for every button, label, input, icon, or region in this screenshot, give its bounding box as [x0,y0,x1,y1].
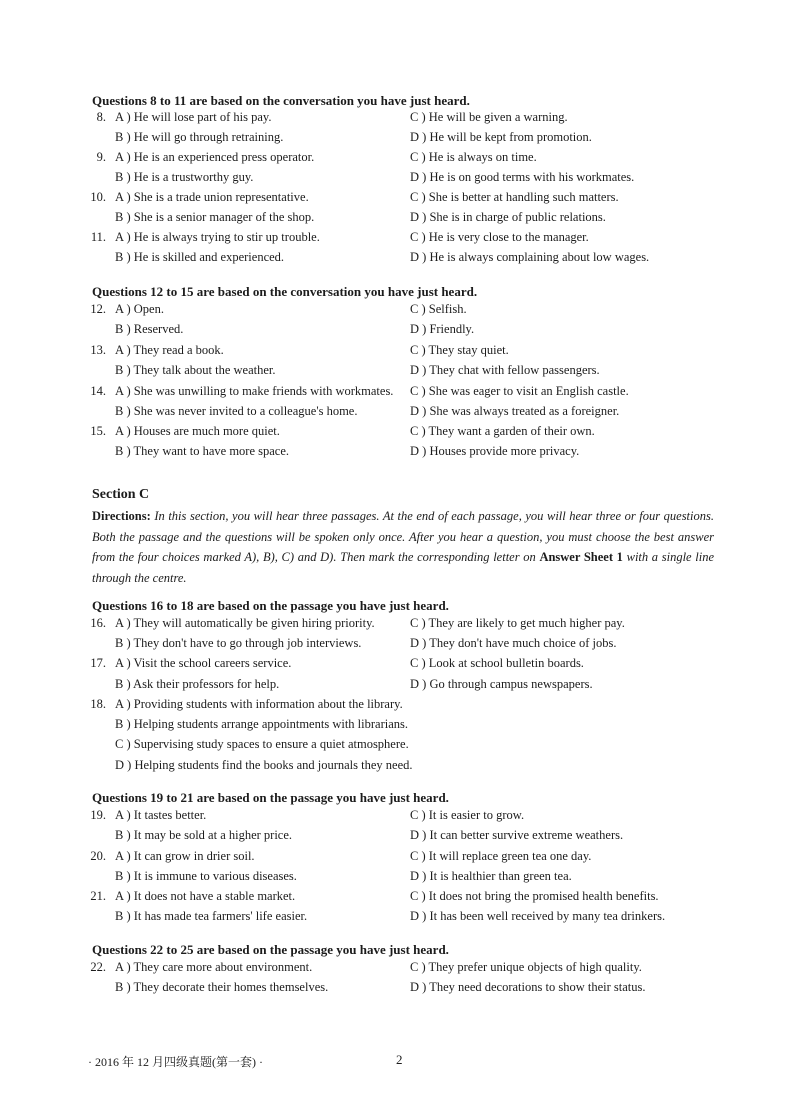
question-17-row-1 [0,656,800,676]
question-22-row-1 [0,960,800,980]
option-d: D ) It has been well received by many tea drinkers. [410,909,666,923]
question-18-row-1 [0,697,800,717]
question-8-row-2 [0,130,800,150]
option-b: B ) They decorate their homes themselves. [115,980,329,994]
option-b: B ) They want to have more space. [115,444,290,458]
option-a: A ) She is a trade union representative. [115,190,309,204]
option-b: B ) Ask their professors for help. [115,677,280,691]
question-19-row-2 [0,828,800,848]
group-heading-22-25: Questions 22 to 25 are based on the passage you have just heard. [92,942,449,957]
directions-text: In this section, you will hear three passages. At the end of each passage, you will hear three or four questions. Both the passage and the questions will be spoken only once. After you hear a question, you must choose the best answer from the four choices marked A), B), C) and D). Then mark the corresponding letter on [92,509,714,564]
option-c: C ) They are likely to get much higher pay. [410,616,625,630]
question-number: 14. [90,384,106,398]
question-21-row-1 [0,889,800,909]
question-15-row-1 [0,424,800,444]
question-16-row-1 [0,616,800,636]
option-d: D ) It can better survive extreme weathers. [410,828,624,842]
option-c: C ) It is easier to grow. [410,808,525,822]
question-12-row-2 [0,322,800,342]
question-20-row-2 [0,869,800,889]
question-17-row-2 [0,677,800,697]
option-d: D ) They don't have much choice of jobs. [410,636,617,650]
group-heading-19-21: Questions 19 to 21 are based on the passage you have just heard. [92,790,449,805]
question-13-row-1 [0,343,800,363]
option-a: A ) They read a book. [115,343,224,357]
question-number: 12. [90,302,106,316]
option-b: B ) Reserved. [115,322,184,336]
question-18-row-4 [0,758,800,778]
question-21-row-2 [0,909,800,929]
question-number: 17. [90,656,106,670]
option-a: A ) He will lose part of his pay. [115,110,272,124]
option-b: B ) He will go through retraining. [115,130,284,144]
question-18-row-3 [0,737,800,757]
option-b: B ) They talk about the weather. [115,363,276,377]
question-10-row-2 [0,210,800,230]
option-c: C ) She was eager to visit an English castle. [410,384,629,398]
option-c: C ) She is better at handling such matters. [410,190,619,204]
option-b: B ) It is immune to various diseases. [115,869,297,883]
option-d: D ) Friendly. [410,322,475,336]
option-c: C ) It does not bring the promised health benefits. [410,889,659,903]
question-15-row-2 [0,444,800,464]
option-a: A ) Providing students with information about the library. [115,697,403,711]
option-c: C ) He will be given a warning. [410,110,568,124]
option-d: D ) It is healthier than green tea. [410,869,572,883]
option-d: D ) They chat with fellow passengers. [410,363,600,377]
option-d: D ) Helping students find the books and journals they need. [115,758,413,772]
option-a: A ) It does not have a stable market. [115,889,296,903]
question-18-row-2 [0,717,800,737]
option-b: B ) It may be sold at a higher price. [115,828,293,842]
answer-sheet-label: Answer Sheet 1 [539,550,623,564]
question-14-row-1 [0,384,800,404]
question-number: 8. [96,110,106,124]
question-11-row-2 [0,250,800,270]
question-16-row-2 [0,636,800,656]
directions-paragraph [92,506,714,588]
page-number: 2 [396,1052,403,1067]
option-a: A ) They care more about environment. [115,960,313,974]
footer-label: · 2016 年 12 月四级真题(第一套) · [88,1055,263,1069]
question-22-row-2 [0,980,800,1000]
question-number: 22. [90,960,106,974]
question-number: 18. [90,697,106,711]
option-d: D ) She is in charge of public relations. [410,210,606,224]
option-c: C ) Selfish. [410,302,467,316]
question-number: 9. [96,150,106,164]
option-a: A ) She was unwilling to make friends with workmates. [115,384,394,398]
option-c: C ) Look at school bulletin boards. [410,656,584,670]
option-c: C ) He is always on time. [410,150,537,164]
question-12-row-1 [0,302,800,322]
option-b: B ) He is a trustworthy guy. [115,170,254,184]
directions-label: Directions: [92,509,151,523]
question-number: 10. [90,190,106,204]
section-title: Section C [92,487,150,502]
option-d: D ) She was always treated as a foreigner. [410,404,620,418]
option-b: B ) She is a senior manager of the shop. [115,210,315,224]
option-d: D ) He will be kept from promotion. [410,130,592,144]
option-a: A ) He is always trying to stir up trouble. [115,230,320,244]
option-b: B ) She was never invited to a colleague's home. [115,404,358,418]
option-b: B ) He is skilled and experienced. [115,250,285,264]
question-number: 20. [90,849,106,863]
question-10-row-1 [0,190,800,210]
option-d: D ) He is on good terms with his workmates. [410,170,635,184]
question-number: 11. [90,230,106,244]
question-14-row-2 [0,404,800,424]
option-a: A ) It tastes better. [115,808,207,822]
option-d: D ) He is always complaining about low wages. [410,250,650,264]
group-heading-12-15: Questions 12 to 15 are based on the conversation you have just heard. [92,284,478,299]
option-b: B ) They don't have to go through job interviews. [115,636,362,650]
option-c: C ) It will replace green tea one day. [410,849,592,863]
question-number: 19. [90,808,106,822]
question-number: 15. [90,424,106,438]
option-a: A ) Houses are much more quiet. [115,424,280,438]
directions-end: with a single line through the centre. [92,550,715,585]
question-19-row-1 [0,808,800,828]
option-c: C ) Supervising study spaces to ensure a quiet atmosphere. [115,737,409,751]
question-number: 21. [90,889,106,903]
question-8-row-1 [0,110,800,130]
option-a: A ) They will automatically be given hiring priority. [115,616,375,630]
option-b: B ) It has made tea farmers' life easier. [115,909,308,923]
question-9-row-1 [0,150,800,170]
option-a: A ) Visit the school careers service. [115,656,292,670]
option-c: C ) They prefer unique objects of high quality. [410,960,642,974]
option-d: D ) Go through campus newspapers. [410,677,593,691]
option-a: A ) Open. [115,302,164,316]
question-11-row-1 [0,230,800,250]
option-c: C ) He is very close to the manager. [410,230,589,244]
option-c: C ) They stay quiet. [410,343,509,357]
question-9-row-2 [0,170,800,190]
group-heading-16-18: Questions 16 to 18 are based on the passage you have just heard. [92,598,449,613]
option-b: B ) Helping students arrange appointments with librarians. [115,717,408,731]
question-number: 16. [90,616,106,630]
option-d: D ) Houses provide more privacy. [410,444,580,458]
option-a: A ) He is an experienced press operator. [115,150,315,164]
option-a: A ) It can grow in drier soil. [115,849,255,863]
option-d: D ) They need decorations to show their status. [410,980,646,994]
option-c: C ) They want a garden of their own. [410,424,595,438]
question-number: 13. [90,343,106,357]
question-13-row-2 [0,363,800,383]
question-20-row-1 [0,849,800,869]
group-heading-8-11: Questions 8 to 11 are based on the conversation you have just heard. [92,93,470,108]
